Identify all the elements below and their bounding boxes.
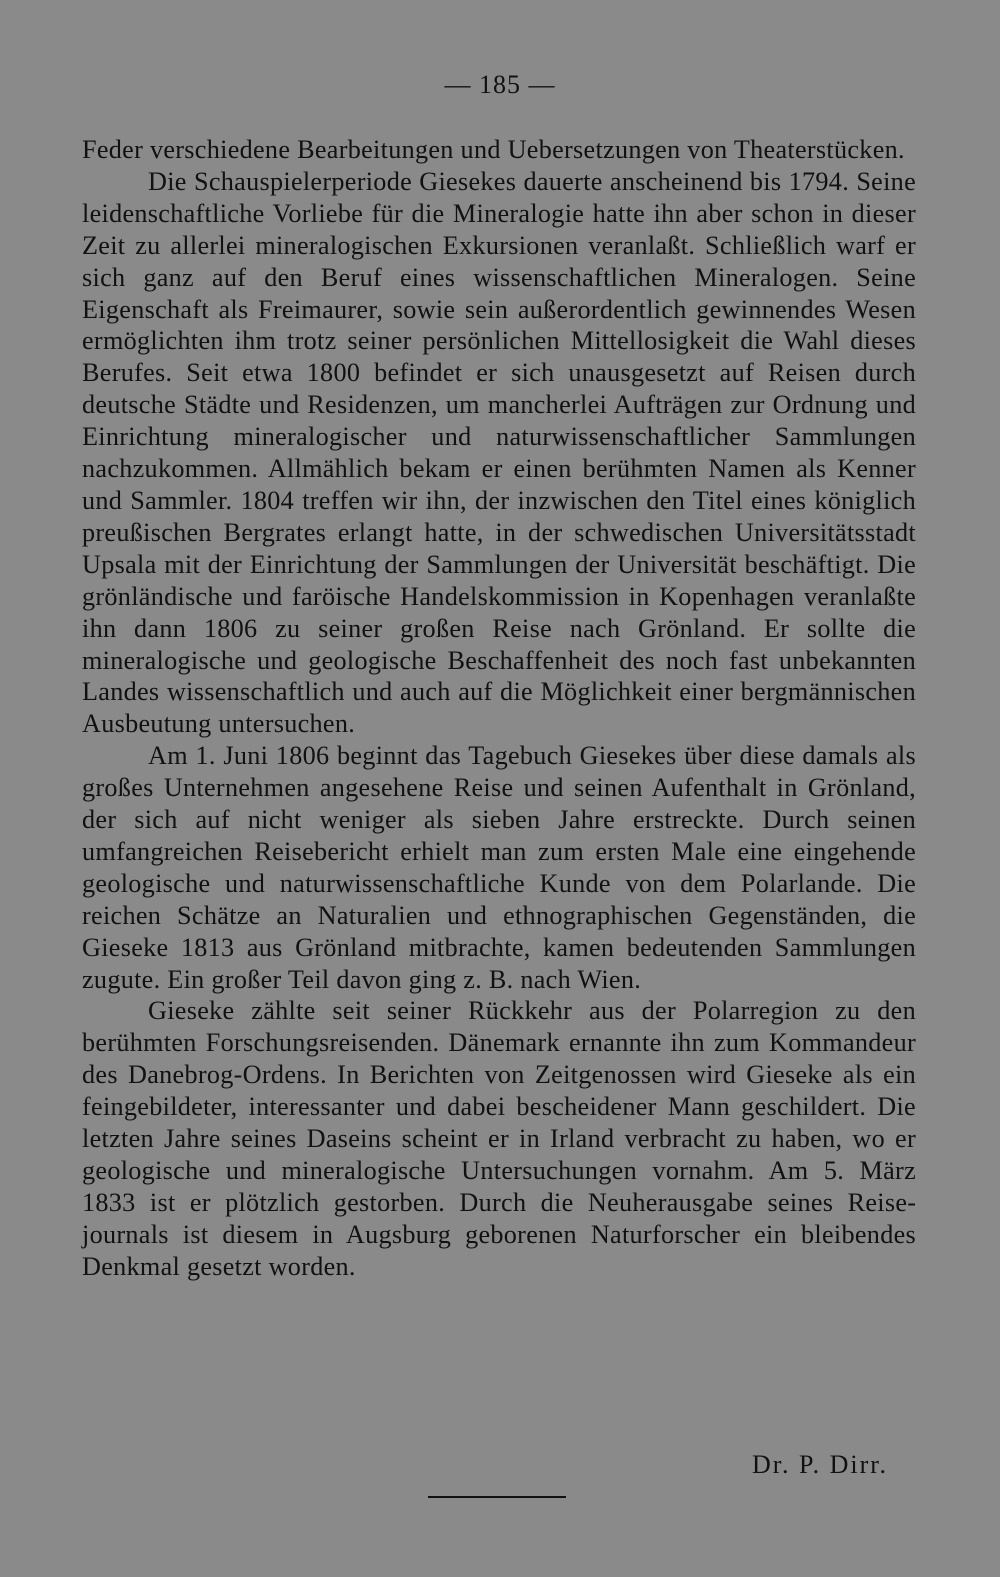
paragraph-continuation: Feder verschiedene Bearbeitungen und Uebersetzungen von Theaterstücken.: [82, 135, 905, 164]
author-signature: Dr. P. Dirr.: [752, 1450, 888, 1479]
page-number: — 185 —: [444, 70, 556, 99]
paragraph-acting-career: Die Schauspielerperiode Giesekes dauerte anscheinend bis 1794. Seine leidenschaftliche Vorliebe für die Mineralogie hatte ihn aber schon in dieser Zeit zu allerlei mineralogischen Exkursionen veranlaßt. Schließlich warf er sich ganz auf den Beruf eines wissenschaftlichen Mineralogen. Seine Eigenschaft als Freimaurer, sowie sein außerordentlich gewinnendes Wesen ermöglichten ihm trotz seiner persönlichen Mittellosigkeit die Wahl dieses Berufes. Seit etwa 1800 befindet er sich unausgesetzt auf Reisen durch deutsche Städte und Residenzen, um mancherlei Aufträgen zur Ordnung und Einrichtung mineralogischer und naturwissenschaftlicher Sammlungen nachzukommen. Allmählich bekam er einen berühmten Namen als Kenner und Sammler. 1804 treffen wir ihn, der inzwischen den Titel eines königlich preußischen Bergrates erlangt hatte, in der schwedischen Universitätsstadt Upsala mit der Einrichtung der Sammlungen der Universität beschäftigt. Die grönländische und faröische Handelskommission in Kopenhagen veranlaßte ihn dann 1806 zu seiner großen Reise nach Grönland. Er sollte die mineralogische und geologische Beschaffenheit des noch fast unbekannten Landes wissenschaftlich und auch auf die Möglichkeit einer bergmännischen Ausbeutung untersuchen.: [82, 166, 916, 739]
article-body: [82, 134, 916, 1283]
paragraph-later-life: Gieseke zählte seit seiner Rückkehr aus der Polarregion zu den berühmten Forschungsreisenden. Dänemark ernannte ihn zum Kommandeur des Danebrog-Ordens. In Berichten von Zeitgenossen wird Gieseke als ein feingebildeter, interessanter und dabei bescheidener Mann geschildert. Die letzten Jahre seines Daseins scheint er in Irland verbracht zu haben, wo er geologische und mineralogische Untersuchungen vornahm. Am 5. März 1833 ist er plötzlich gestorben. Durch die Neuherausgabe seines Reisejournals ist diesem in Augsburg geborenen Naturforscher ein bleibendes Denkmal gesetzt worden.: [82, 996, 916, 1281]
end-rule-divider: [428, 1496, 566, 1498]
paragraph-greenland-journey: Am 1. Juni 1806 beginnt das Tagebuch Giesekes über diese damals als großes Unternehmen angesehene Reise und seinen Aufenthalt in Grönland, der sich auf nicht weniger als sieben Jahre erstreckte. Durch seinen umfangreichen Reisebericht erhielt man zum ersten Male eine eingehende geologische und naturwissenschaftliche Kunde von dem Polarlande. Die reichen Schätze an Naturalien und ethnographischen Gegenständen, die Gieseke 1813 aus Grönland mitbrachte, kamen bedeutenden Sammlungen zugute. Ein großer Teil davon ging z. B. nach Wien.: [82, 741, 916, 994]
